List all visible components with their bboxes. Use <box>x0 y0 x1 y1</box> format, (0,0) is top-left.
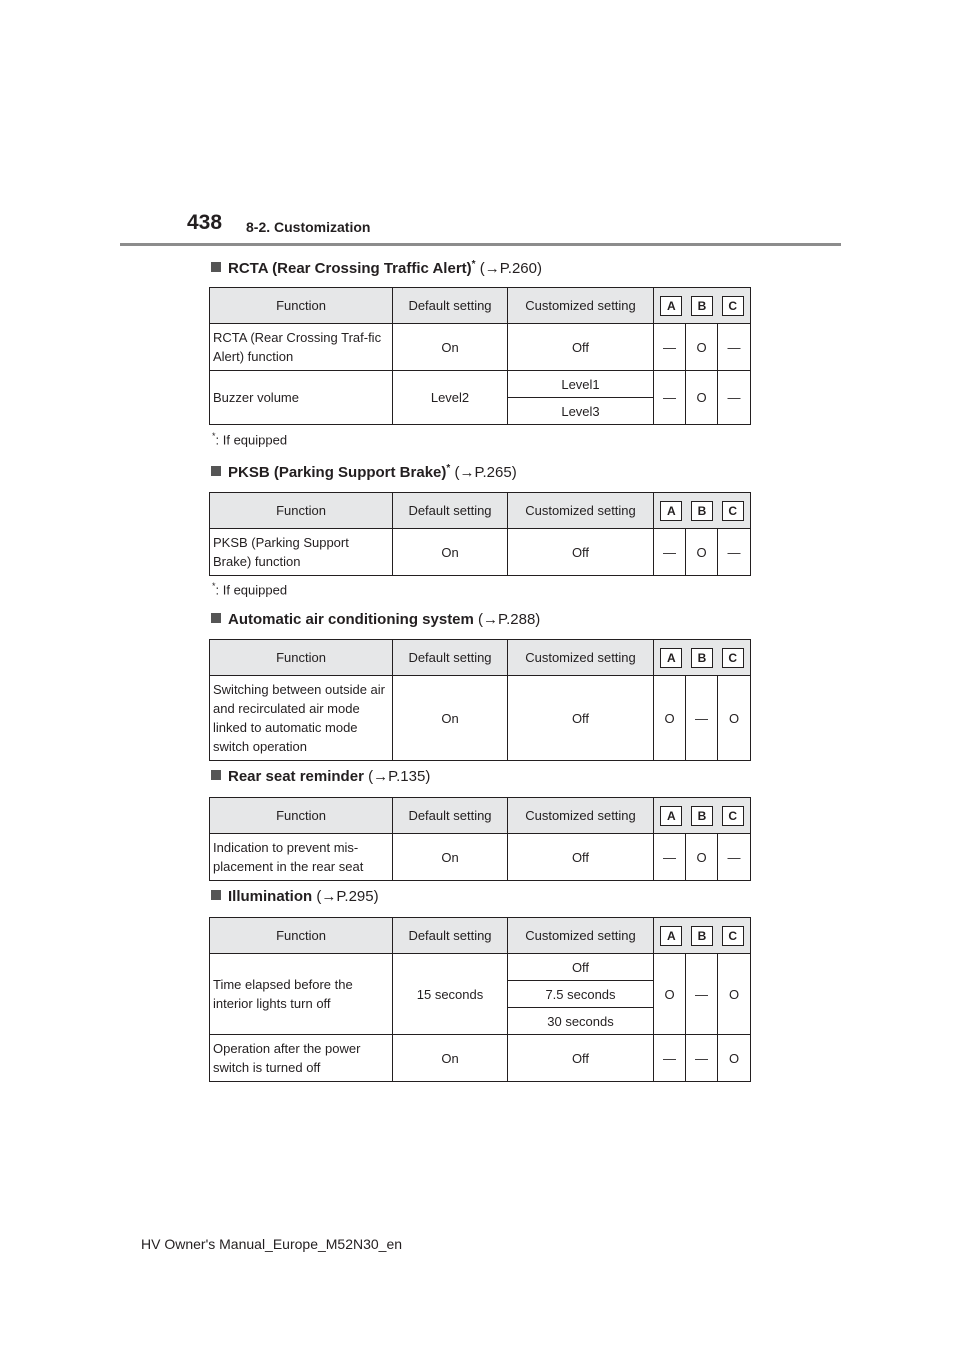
c-box: C <box>722 926 744 946</box>
custom-cell: Level3 <box>508 398 654 425</box>
default-cell: On <box>393 324 508 371</box>
table-header-row <box>210 288 751 324</box>
page-reference-link[interactable]: (→P.288) <box>473 611 541 628</box>
rcta-title: RCTA (Rear Crossing Traffic Alert) <box>228 260 472 277</box>
section-title: 8-2. Customization <box>246 219 371 235</box>
pksb-heading <box>211 463 517 481</box>
b-cell: O <box>686 324 718 371</box>
table-header-row <box>210 493 751 529</box>
custom-cell: Off <box>508 834 654 881</box>
abc-header <box>654 640 751 676</box>
c-cell: — <box>718 529 751 576</box>
table-row <box>210 834 751 881</box>
default-header: Default setting <box>393 640 508 676</box>
rcta-footnote <box>212 431 287 447</box>
abc-header <box>654 918 751 954</box>
table-row <box>210 324 751 371</box>
default-header: Default setting <box>393 798 508 834</box>
footer-text: HV Owner's Manual_Europe_M52N30_en <box>141 1236 403 1252</box>
table-row <box>210 529 751 576</box>
rcta-table <box>209 287 751 425</box>
function-header: Function <box>210 640 393 676</box>
b-box: B <box>691 806 713 826</box>
pksb-table <box>209 492 751 576</box>
customized-header: Customized setting <box>508 493 654 529</box>
table-row <box>210 371 751 398</box>
customized-header: Customized setting <box>508 640 654 676</box>
b-cell: — <box>686 954 718 1035</box>
custom-cell: 30 seconds <box>508 1008 654 1035</box>
footnote-marker: * <box>212 581 216 591</box>
table-header-row <box>210 918 751 954</box>
b-box: B <box>691 296 713 316</box>
footnote-text: : If equipped <box>215 582 288 598</box>
rcta-heading <box>211 259 542 277</box>
function-header: Function <box>210 918 393 954</box>
aircon-table <box>209 639 751 761</box>
default-cell: 15 seconds <box>393 954 508 1035</box>
a-box: A <box>660 501 682 521</box>
a-cell: — <box>654 371 686 425</box>
a-box: A <box>660 926 682 946</box>
function-cell: PKSB (Parking Support Brake) function <box>210 529 393 576</box>
a-cell: — <box>654 834 686 881</box>
page-reference-link[interactable]: (→P.135) <box>363 768 431 785</box>
b-cell: O <box>686 834 718 881</box>
c-cell: O <box>718 954 751 1035</box>
page-reference-link[interactable]: (→P.265) <box>450 464 517 481</box>
square-bullet-icon <box>211 466 221 476</box>
abc-header <box>654 798 751 834</box>
abc-header <box>654 288 751 324</box>
table-row <box>210 1035 751 1082</box>
abc-header <box>654 493 751 529</box>
custom-cell: Off <box>508 1035 654 1082</box>
footnote-marker: * <box>471 259 476 270</box>
custom-cell: 7.5 seconds <box>508 981 654 1008</box>
header-rule <box>120 243 841 246</box>
default-cell: On <box>393 1035 508 1082</box>
function-cell: Operation after the power switch is turned off <box>210 1035 393 1082</box>
custom-cell: Off <box>508 529 654 576</box>
illumination-heading <box>211 888 379 905</box>
custom-cell: Off <box>508 324 654 371</box>
a-box: A <box>660 296 682 316</box>
c-box: C <box>722 806 744 826</box>
table-header-row <box>210 798 751 834</box>
b-box: B <box>691 648 713 668</box>
pksb-footnote <box>212 581 287 597</box>
default-cell: On <box>393 676 508 761</box>
b-box: B <box>691 926 713 946</box>
b-box: B <box>691 501 713 521</box>
default-header: Default setting <box>393 288 508 324</box>
b-cell: O <box>686 529 718 576</box>
c-box: C <box>722 648 744 668</box>
c-cell: — <box>718 324 751 371</box>
table-row <box>210 954 751 981</box>
customized-header: Customized setting <box>508 798 654 834</box>
table-row <box>210 676 751 761</box>
default-header: Default setting <box>393 493 508 529</box>
default-cell: Level2 <box>393 371 508 425</box>
c-cell: O <box>718 1035 751 1082</box>
function-cell: RCTA (Rear Crossing Traf-fic Alert) function <box>210 324 393 371</box>
a-cell: O <box>654 954 686 1035</box>
default-cell: On <box>393 529 508 576</box>
function-header: Function <box>210 493 393 529</box>
b-cell: — <box>686 676 718 761</box>
function-header: Function <box>210 798 393 834</box>
a-cell: O <box>654 676 686 761</box>
custom-cell: Level1 <box>508 371 654 398</box>
page-number: 438 <box>187 211 223 234</box>
customized-header: Customized setting <box>508 288 654 324</box>
footnote-marker: * <box>446 463 451 474</box>
page-reference-link[interactable]: (→P.260) <box>475 260 542 277</box>
rear-seat-heading <box>211 768 430 785</box>
function-cell: Time elapsed before the interior lights turn off <box>210 954 393 1035</box>
square-bullet-icon <box>211 770 221 780</box>
c-box: C <box>722 296 744 316</box>
aircon-title: Automatic air conditioning system <box>228 611 474 628</box>
footnote-marker: * <box>212 431 216 441</box>
pksb-title: PKSB (Parking Support Brake) <box>228 464 447 481</box>
illumination-table <box>209 917 751 1082</box>
c-cell: — <box>718 834 751 881</box>
function-cell: Switching between outside air and recirculated air mode linked to automatic mode switch operation <box>210 676 393 761</box>
page-reference-link[interactable]: (→P.295) <box>312 888 379 905</box>
a-cell: — <box>654 324 686 371</box>
aircon-heading <box>211 611 540 628</box>
square-bullet-icon <box>211 613 221 623</box>
function-header: Function <box>210 288 393 324</box>
c-box: C <box>722 501 744 521</box>
b-cell: — <box>686 1035 718 1082</box>
square-bullet-icon <box>211 890 221 900</box>
c-cell: O <box>718 676 751 761</box>
illumination-title: Illumination <box>228 888 313 905</box>
table-header-row <box>210 640 751 676</box>
b-cell: O <box>686 371 718 425</box>
function-cell: Indication to prevent mis-placement in the rear seat <box>210 834 393 881</box>
square-bullet-icon <box>211 262 221 272</box>
custom-cell: Off <box>508 676 654 761</box>
footnote-text: : If equipped <box>215 432 288 448</box>
customized-header: Customized setting <box>508 918 654 954</box>
a-cell: — <box>654 529 686 576</box>
a-cell: — <box>654 1035 686 1082</box>
custom-cell: Off <box>508 954 654 981</box>
default-header: Default setting <box>393 918 508 954</box>
function-cell: Buzzer volume <box>210 371 393 425</box>
default-cell: On <box>393 834 508 881</box>
rear-seat-table <box>209 797 751 881</box>
c-cell: — <box>718 371 751 425</box>
a-box: A <box>660 806 682 826</box>
a-box: A <box>660 648 682 668</box>
rear-seat-title: Rear seat reminder <box>228 768 364 785</box>
